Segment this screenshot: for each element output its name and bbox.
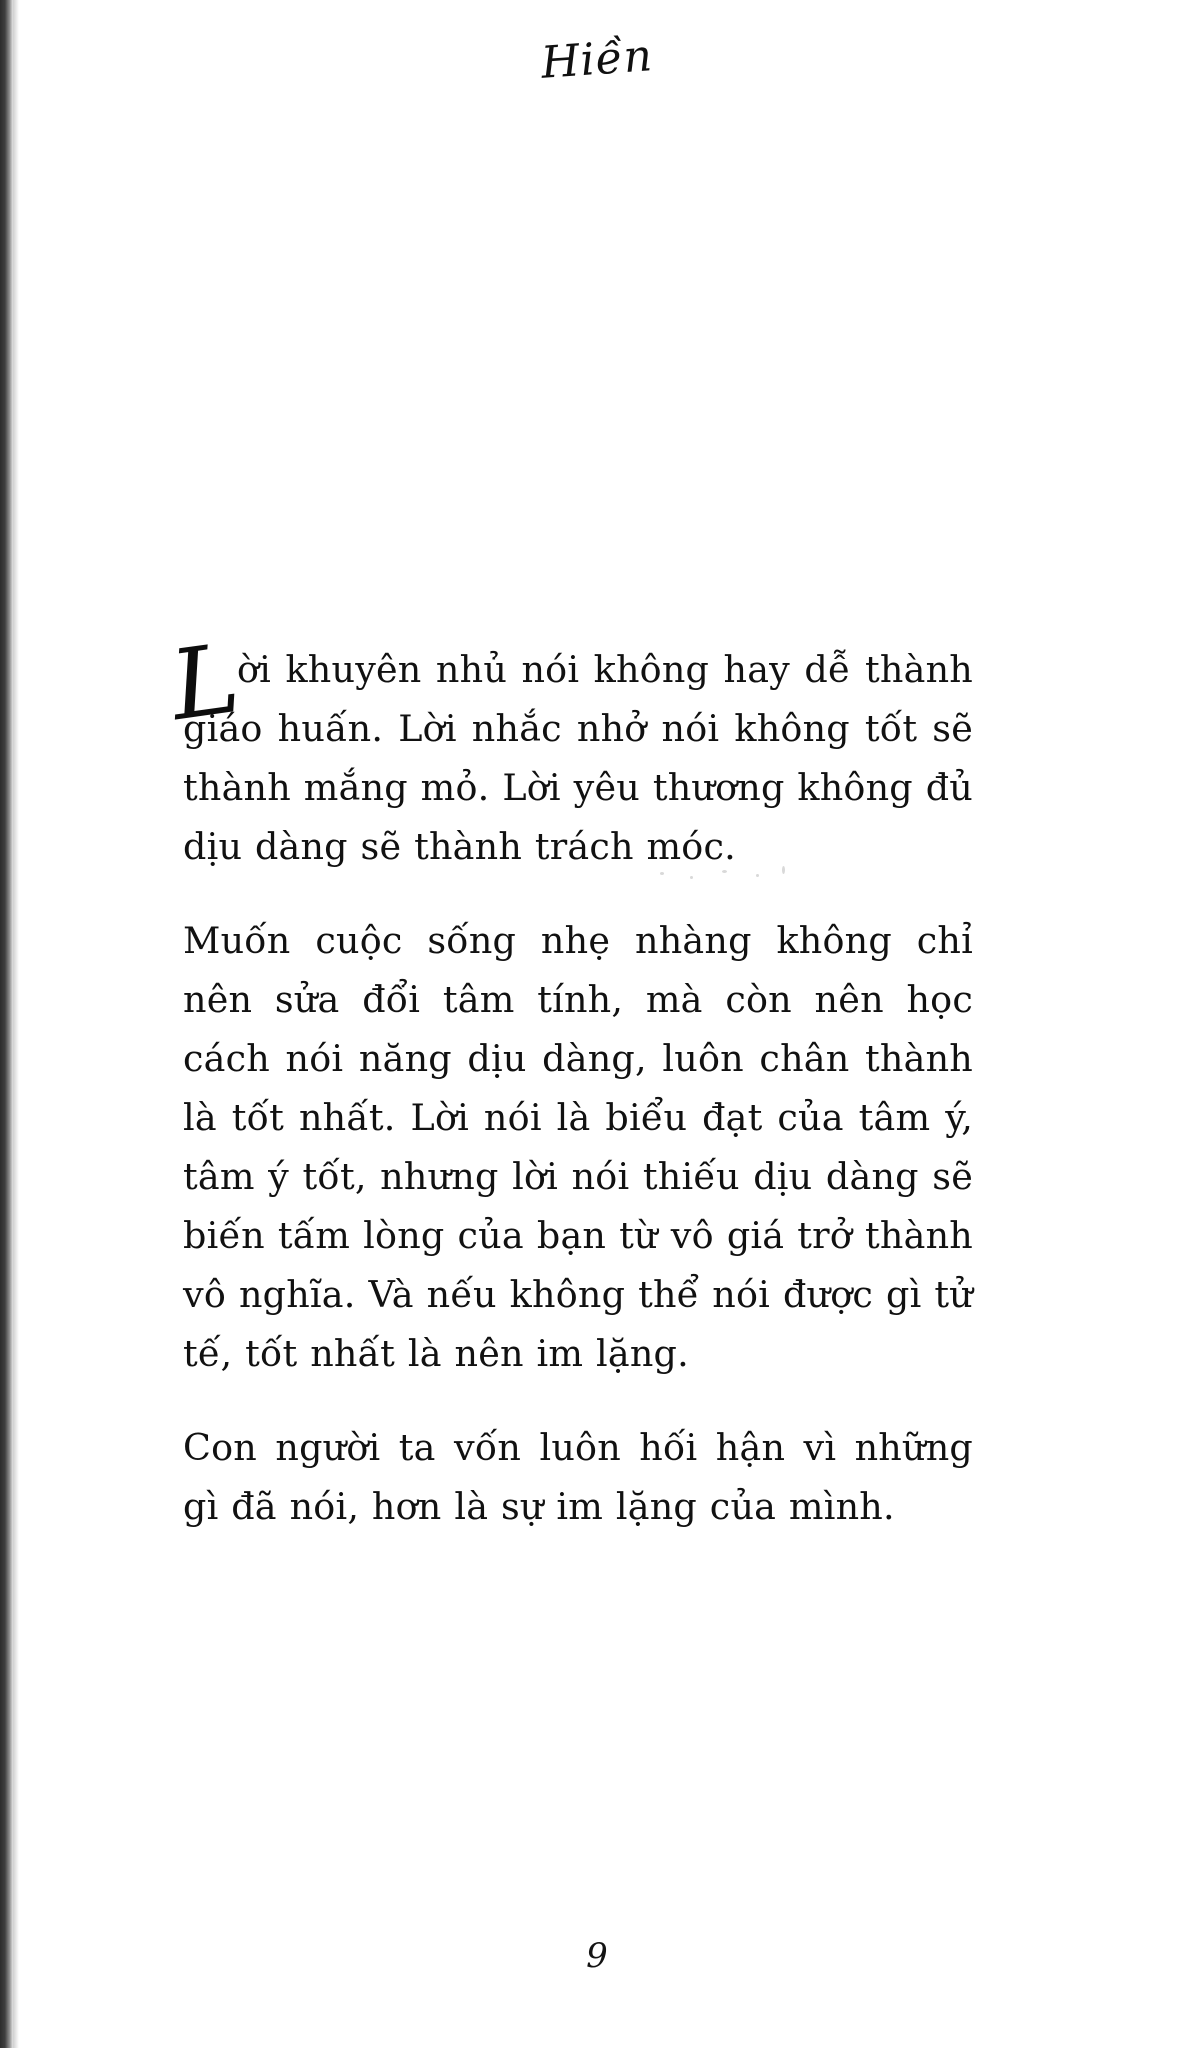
- scan-speckle: [782, 866, 785, 874]
- chapter-header-text: Hiền: [539, 30, 655, 89]
- paragraph-1: [163, 621, 973, 877]
- scan-speckle: [722, 870, 727, 873]
- scan-edge-gradient: [13, 0, 19, 2048]
- paragraph-2: [183, 911, 973, 1384]
- scan-speckle: [660, 872, 664, 875]
- scan-speckle: [756, 874, 759, 877]
- page-number-text: 9: [586, 1936, 608, 1976]
- chapter-header-mark: [0, 0, 1194, 127]
- scan-edge-shadow: [0, 0, 14, 2048]
- paragraph-3-text: Con người ta vốn luôn hối hận vì những gì đã nói, hơn là sự im lặng của mình.: [183, 1425, 973, 1528]
- scan-speckle: [690, 876, 693, 879]
- paragraph-2-text: Muốn cuộc sống nhẹ nhàng không chỉ nên sửa đổi tâm tính, mà còn nên học cách nói năng dịu dàng, luôn chân thành là tốt nhất. Lời nói là biểu đạt của tâm ý, tâm ý tốt, nhưng lời nói thiếu dịu dàng sẽ biến tấm lòng của bạn từ vô giá trở thành vô nghĩa. Và nếu không thể nói được gì tử tế, tốt nhất là nên im lặng.: [183, 918, 973, 1376]
- page-body: [163, 621, 973, 1536]
- paragraph-1-text: ời khuyên nhủ nói không hay dễ thành giáo huấn. Lời nhắc nhở nói không tốt sẽ thành mắng mỏ. Lời yêu thương không đủ dịu dàng sẽ thành trách móc.: [183, 648, 973, 869]
- drop-cap-letter: L: [163, 621, 247, 743]
- page-number: [0, 1936, 1194, 1976]
- paragraph-3: [183, 1418, 973, 1536]
